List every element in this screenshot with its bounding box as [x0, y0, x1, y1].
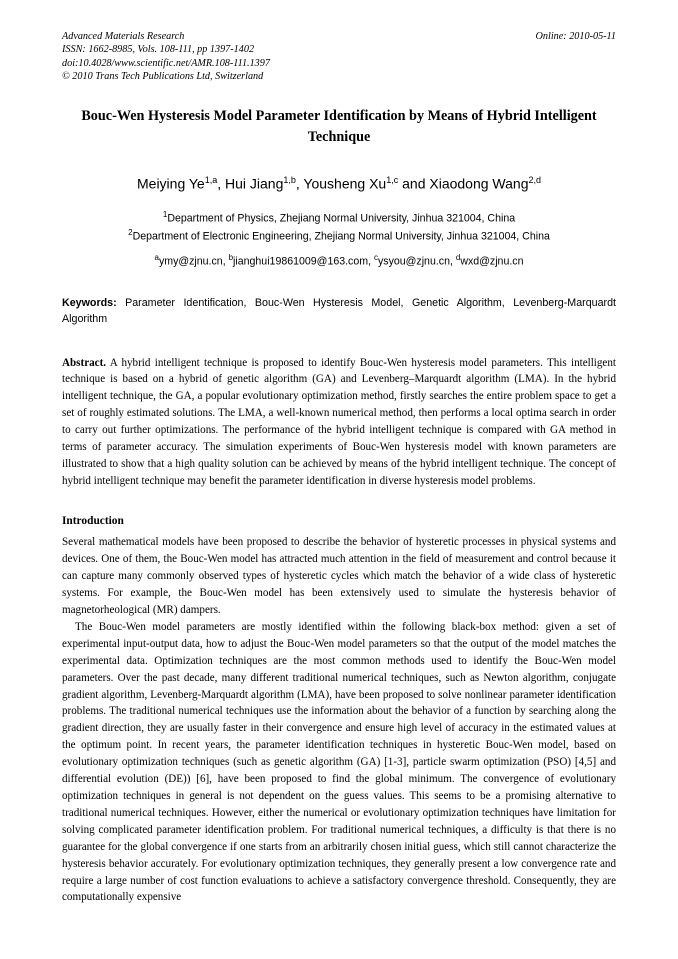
journal-issn: ISSN: 1662-8985, Vols. 108-111, pp 1397-1402	[62, 44, 255, 56]
email-b-marker: b	[228, 252, 234, 262]
online-date: Online: 2010-05-11	[535, 31, 616, 42]
affiliation-1-marker: 1	[162, 209, 168, 219]
email-c-marker: c	[373, 252, 378, 262]
introduction-paragraph-2: The Bouc-Wen model parameters are mostly identified within the following black-box method: given a set of experimental input-output data, how to adjust the Bouc-Wen model parameters so that the output of the model matches the experimental data. Optimization techniques are the most common methods used to identify the Bouc-Wen model parameters. Over the past decade, many different traditional numerical techniques, such as Newton algorithm, conjugate gradient algorithm, Levenberg-Marquardt algorithm (LMA), have been proposed to solve nonlinear parameter identification problems. The traditional numerical techniques use the information about the behavior of a function by searching along the gradient direction, they are usually faster in their convergence and ensure high level of accuracy in the estimated values at the optimum point. In recent years, the parameter identification techniques in hysteretic Bouc-Wen model, based on evolutionary optimization techniques (such as genetic algorithm (GA) [1-3], particle swarm optimization (PSO) [4,5] and differential evolution (DE)) [6], have been proposed to find the global minimum. The convergence of evolutionary optimization techniques in general is not dependent on the guess values. This seems to be a promising alternative to traditional numerical techniques. However, either the numerical or evolutionary optimization techniques have limitation for solving complicated parameter identification problem. For traditional numerical techniques, a difficulty is that there is no guarantee for the global convergence if one starts from an arbitrarily chosen initial guess, which still cannot characterize the hysteresis behavior accurately. For evolutionary optimization techniques, they generally present a low convergence rate and require a large number of cost function evaluations to achieve a satisfactory convergence threshold. Consequently, they are computationally expensive	[62, 620, 616, 904]
journal-name: Advanced Materials Research	[62, 31, 185, 42]
email-a-marker: a	[154, 252, 159, 262]
affiliation-2	[62, 227, 616, 245]
author-emails	[62, 252, 616, 270]
email-d: wxd@zjnu.cn	[460, 255, 524, 268]
abstract-text: A hybrid intelligent technique is proposed to identify Bouc-Wen hysteresis model parameters. This intelligent technique is based on a hybrid of genetic algorithm (GA) and Levenberg–Marquardt algorithm (LMA). In the hybrid intelligent technique, the GA, a popular evolutionary optimization method, firstly searches the entire problem space to get a set of roughly estimated solutions. The LMA, a well-known numerical method, then performs a local optima search in order to carry out further optimizations. The performance of the hybrid intelligent technique is compared with GA method in terms of parameter accuracy. The simulation experiments of Bouc-Wen hysteresis model with known parameters are illustrated to show that a high quality solution can be achieved by means of the hybrid intelligent technique. The concept of hybrid intelligent technique may benefit the parameter identification in diverse hysteresis model problems.	[62, 356, 616, 487]
email-c: ysyou@zjnu.cn,	[377, 255, 456, 268]
affiliation-1-text: Department of Physics, Zhejiang Normal University, Jinhua 321004, China	[167, 212, 516, 225]
affiliation-2-text: Department of Electronic Engineering, Zhejiang Normal University, Jinhua 321004, China	[132, 230, 550, 243]
journal-doi: doi:10.4028/www.scientific.net/AMR.108-111.1397	[62, 57, 270, 69]
email-b: jianghui19861009@163.com,	[233, 255, 374, 268]
email-d-marker: d	[455, 252, 461, 262]
abstract-label: Abstract.	[62, 356, 107, 369]
author-4-name: and Xiaodong Wang	[398, 176, 529, 193]
keywords-text: Parameter Identification, Bouc-Wen Hysteresis Model, Genetic Algorithm, Levenberg-Marquardt Algorithm	[62, 297, 616, 325]
affiliation-2-marker: 2	[128, 227, 133, 237]
email-a: ymy@zjnu.cn,	[158, 255, 229, 268]
section-heading-introduction: Introduction	[62, 515, 124, 528]
page-title: Bouc-Wen Hysteresis Model Parameter Identification by Means of Hybrid Intelligent Technique	[81, 107, 597, 146]
author-4-affil-marker: 2,d	[528, 175, 541, 186]
journal-copyright: © 2010 Trans Tech Publications Ltd, Switzerland	[62, 71, 264, 83]
author-3-affil-marker: 1,c	[386, 175, 399, 186]
keywords-block	[62, 296, 616, 327]
affiliation-1	[62, 209, 616, 227]
journal-header	[62, 30, 616, 84]
author-1-name: Meiying Ye	[137, 176, 205, 193]
keywords-label: Keywords:	[62, 297, 117, 310]
author-2-affil-marker: 1,b	[283, 175, 296, 186]
author-3-name: , Yousheng Xu	[295, 176, 387, 193]
abstract-block	[62, 355, 616, 490]
author-1-affil-marker: 1,a	[204, 175, 218, 186]
author-2-name: , Hui Jiang	[217, 176, 284, 193]
introduction-paragraph-1: Several mathematical models have been proposed to describe the behavior of hysteretic processes in physical systems and devices. One of them, the Bouc-Wen model has attracted much attention in the field of measurement and control because it can capture many commonly observed types of hysteretic cycles which match the behavior of a wide class of hysteretic systems. For example, the Bouc-Wen model has been extensively used to simulate the hysteresis behavior of magnetorheological (MR) dampers.	[62, 536, 616, 616]
author-list	[62, 174, 616, 194]
